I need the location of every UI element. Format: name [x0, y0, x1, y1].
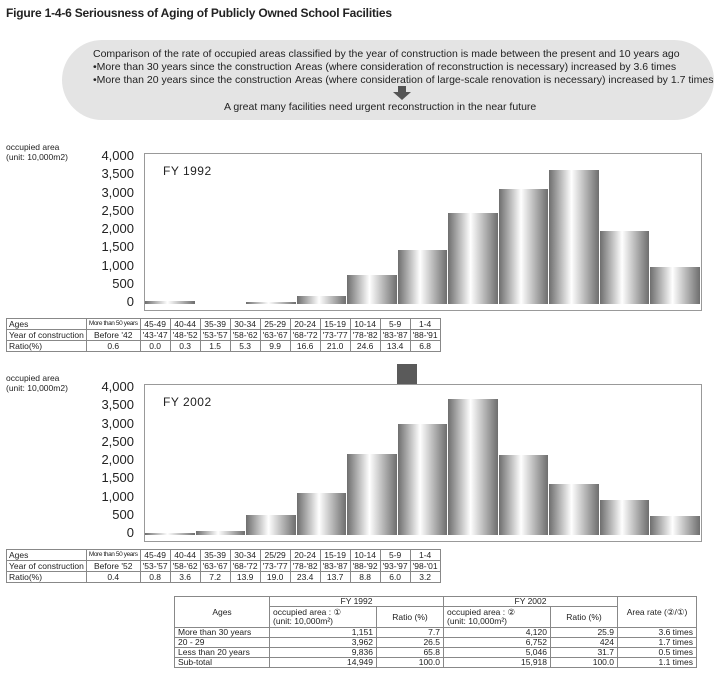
categorie-cell: 5-9	[380, 319, 410, 330]
ratio2-header: Ratio (%)	[551, 607, 618, 628]
summary-box	[62, 40, 714, 120]
year-cell: '83-'87	[320, 561, 350, 572]
y-tick-label: 0	[126, 525, 134, 540]
y-tick-label: 4,000	[101, 148, 134, 163]
categorie-cell: 15-19	[320, 319, 350, 330]
ages-header: Ages	[175, 597, 270, 628]
year-cell: '98-'01	[410, 561, 440, 572]
ratio-cell: 13.9	[230, 572, 260, 583]
ratio-cell: 0.3	[170, 341, 200, 352]
fy1992-header: FY 1992	[270, 597, 444, 607]
bar	[448, 213, 498, 304]
bar	[600, 231, 650, 304]
year-cell: '63-'67	[260, 330, 290, 341]
area-rate-header: Area rate (②/①)	[618, 597, 697, 628]
ratio-cell: 0.0	[140, 341, 170, 352]
ratio-cell: 6.8	[410, 341, 440, 352]
bar	[650, 516, 700, 535]
categorie-cell: 30-34	[230, 550, 260, 561]
y-tick-label: 1,000	[101, 257, 134, 273]
y-tick-label: 4,000	[101, 379, 134, 394]
year-cell: '83-'87	[380, 330, 410, 341]
bar	[347, 275, 397, 304]
bar	[549, 170, 599, 304]
area1-header: occupied area : ① (unit: 10,000m²)	[270, 607, 377, 628]
ratio-cell: 0.6	[86, 341, 140, 352]
year-cell: '93-'97	[380, 561, 410, 572]
ratio-cell: 3.2	[410, 572, 440, 583]
categorie-cell: 35-39	[200, 550, 230, 561]
bar	[297, 296, 347, 304]
year-cell: '88-'92	[350, 561, 380, 572]
ratio-cell: 3.6	[170, 572, 200, 583]
categorie-cell: 25-29	[260, 319, 290, 330]
ratio-row: Ratio(%) 0.6 0.0 0.3 1.5 5.3 9.9 16.6 21.0 24.6 13.4 6.8	[7, 341, 441, 352]
ratio-cell: 5.3	[230, 341, 260, 352]
bar	[145, 533, 195, 535]
year-cell: '63-'67	[200, 561, 230, 572]
categorie-cell: 1-4	[410, 550, 440, 561]
chart-title: FY 2002	[163, 395, 212, 409]
year-cell: '53-'57	[140, 561, 170, 572]
summary-line3-label: •More than 20 years since the construction	[93, 74, 292, 86]
bar	[196, 531, 246, 535]
ratio-cell: 13.4	[380, 341, 410, 352]
y-tick-label: 3,000	[101, 184, 134, 200]
plot-area	[144, 384, 702, 542]
categorie-cell: 5-9	[380, 550, 410, 561]
year-cell: '78-'82	[290, 561, 320, 572]
bar	[398, 424, 448, 535]
categorie-cell: 10-14	[350, 319, 380, 330]
y-tick-label: 1,500	[101, 470, 134, 486]
summary-line2-text: Areas (where consideration of reconstruction is necessary) increased by 3.6 times	[295, 61, 677, 73]
categorie-cell: 10-14	[350, 550, 380, 561]
year-cell: '88-'91	[410, 330, 440, 341]
ratio-cell: 21.0	[320, 341, 350, 352]
year-cell: '73-'77	[260, 561, 290, 572]
table-row: More than 30 years 1,151 7.7 4,120 25.9 3.6 times	[175, 628, 697, 638]
categorie-cell: 20-24	[290, 319, 320, 330]
categorie-cell: 20-24	[290, 550, 320, 561]
ratio-cell: 1.5	[200, 341, 230, 352]
bar	[246, 302, 296, 304]
year-cell: '73-'77	[320, 330, 350, 341]
ratio-cell: 16.6	[290, 341, 320, 352]
ratio-cell: 23.4	[290, 572, 320, 583]
ratio-cell: 0.8	[140, 572, 170, 583]
summary-line2-label: •More than 30 years since the construction	[93, 61, 292, 73]
bar	[448, 399, 498, 535]
table-row: Less than 20 years 9,836 65.8 5,046 31.7 0.5 times	[175, 648, 697, 658]
year-cell: '68-'72	[290, 330, 320, 341]
bar	[398, 250, 448, 304]
year-cell: Before '52	[86, 561, 140, 572]
ages-row: Ages More than 50 years 45-49 40-44 35-39 30-34 25/29 20-24 15-19 10-14 5-9 1-4	[7, 550, 441, 561]
year-cell: Before '42	[86, 330, 140, 341]
y-axis-title: occupied area (unit: 10,000m2)	[6, 142, 68, 162]
categorie-cell: 45-49	[140, 550, 170, 561]
ratio-cell: 0.4	[86, 572, 140, 583]
y-tick-label: 1,500	[101, 239, 134, 255]
area2-header: occupied area : ② (unit: 10,000m²)	[444, 607, 551, 628]
fy2002-header: FY 2002	[444, 597, 618, 607]
categorie-cell: More than 50 years	[86, 319, 140, 330]
categorie-cell: 40-44	[170, 550, 200, 561]
ratio-cell: 8.8	[350, 572, 380, 583]
year-cell: '58-'62	[230, 330, 260, 341]
categorie-cell: 35-39	[200, 319, 230, 330]
y-tick-label: 2,500	[101, 433, 134, 449]
ratio-cell: 6.0	[380, 572, 410, 583]
year-cell: '48-'52	[170, 330, 200, 341]
ratio-cell: 7.2	[200, 572, 230, 583]
categorie-cell: 45-49	[140, 319, 170, 330]
y-tick-label: 2,500	[101, 202, 134, 218]
ratio-cell: 24.6	[350, 341, 380, 352]
bar	[499, 189, 549, 304]
year-cell: '58-'62	[170, 561, 200, 572]
bar	[549, 484, 599, 535]
table-row: 20 - 29 3,962 26.5 6,752 424 1.7 times	[175, 638, 697, 648]
ages-row: Ages More than 50 years 45-49 40-44 35-39 30-34 25-29 20-24 15-19 10-14 5-9 1-4	[7, 319, 441, 330]
ratio-cell: 19.0	[260, 572, 290, 583]
data-rows-table	[6, 318, 441, 352]
y-tick-label: 3,500	[101, 397, 134, 413]
categorie-cell: 40-44	[170, 319, 200, 330]
bar	[499, 455, 549, 535]
year-cell: '53-'57	[200, 330, 230, 341]
bar	[246, 515, 296, 535]
categorie-cell: 15-19	[320, 550, 350, 561]
categorie-cell: 30-34	[230, 319, 260, 330]
bar	[650, 267, 700, 304]
summary-line3-text: Areas (where consideration of large-scale renovation is necessary) increased by 1.7 times	[295, 74, 714, 86]
summary-line1: Comparison of the rate of occupied areas classified by the year of construction is made between the present and 10 years ago	[93, 48, 680, 60]
categorie-cell: 25/29	[260, 550, 290, 561]
bar	[347, 454, 397, 535]
bar	[145, 301, 195, 304]
ratio-cell: 13.7	[320, 572, 350, 583]
year-cell: '43-'47	[140, 330, 170, 341]
year-cell: '68-'72	[230, 561, 260, 572]
y-axis-title: occupied area (unit: 10,000m2)	[6, 373, 68, 393]
year-row: Year of construction Before '42 '43-'47 '48-'52 '53-'57 '58-'62 '63-'67 '68-'72 '73-'77 '78-'82 '83-'87 '88-'91	[7, 330, 441, 341]
categorie-cell: More than 50 years	[86, 550, 140, 561]
y-tick-label: 0	[126, 294, 134, 309]
y-tick-label: 3,000	[101, 415, 134, 431]
data-rows-table	[6, 549, 441, 583]
bar	[600, 500, 650, 535]
y-tick-label: 2,000	[101, 221, 134, 236]
down-arrow-icon	[393, 86, 411, 100]
ratio-cell: 9.9	[260, 341, 290, 352]
y-tick-label: 3,500	[101, 166, 134, 182]
plot-area	[144, 153, 702, 311]
ratio-row: Ratio(%) 0.4 0.8 3.6 7.2 13.9 19.0 23.4 13.7 8.8 6.0 3.2	[7, 572, 441, 583]
y-tick-label: 500	[112, 506, 134, 522]
year-row: Year of construction Before '52 '53-'57 '58-'62 '63-'67 '68-'72 '73-'77 '78-'82 '83-'87 '88-'92 '93-'97 '98-'01	[7, 561, 441, 572]
year-cell: '78-'82	[350, 330, 380, 341]
chart-title: FY 1992	[163, 164, 212, 178]
summary-table	[174, 596, 697, 668]
categorie-cell: 1-4	[410, 319, 440, 330]
y-tick-label: 500	[112, 275, 134, 291]
y-tick-label: 1,000	[101, 488, 134, 504]
y-tick-label: 2,000	[101, 452, 134, 467]
summary-conclusion: A great many facilities need urgent reconstruction in the near future	[224, 101, 537, 113]
ratio1-header: Ratio (%)	[377, 607, 444, 628]
table-row: Sub-total 14,949 100.0 15,918 100.0 1.1 times	[175, 658, 697, 668]
bar	[297, 493, 347, 535]
figure-title: Figure 1-4-6 Seriousness of Aging of Publicly Owned School Facilities	[6, 6, 392, 20]
